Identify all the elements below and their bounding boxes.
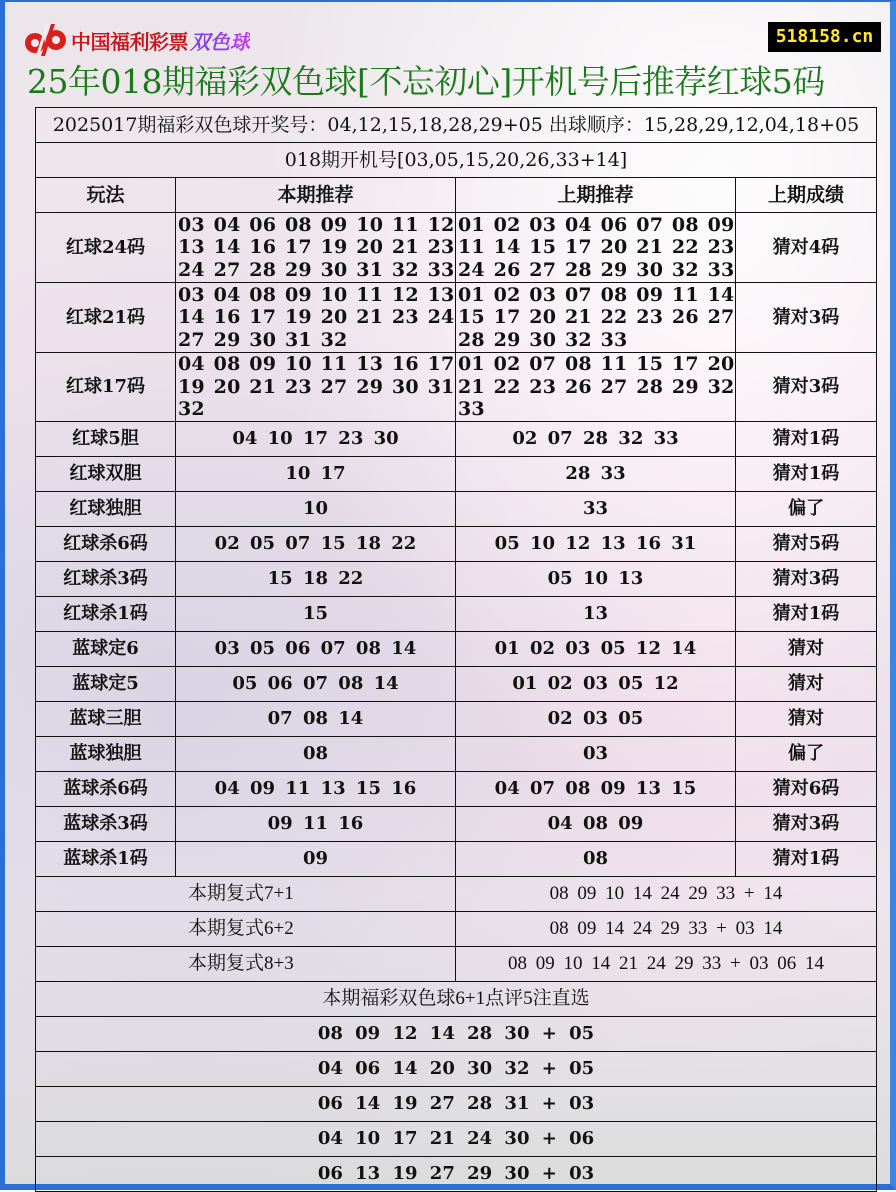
play-type: 红球杀6码 (36, 526, 176, 561)
compound-label: 本期复式6+2 (36, 911, 456, 946)
header-current: 本期推荐 (176, 178, 456, 213)
play-type: 红球17码 (36, 353, 176, 422)
previous-numbers: 01 02 03 04 06 07 08 09 11 14 15 17 20 21 22 23 24 26 27 28 29 30 32 33 (456, 213, 736, 283)
result: 猜对3码 (736, 561, 877, 596)
pick-row (36, 1086, 877, 1121)
play-type: 蓝球定6 (36, 631, 176, 666)
result: 偏了 (736, 491, 877, 526)
machine-numbers-row (36, 143, 877, 178)
play-type: 红球21码 (36, 283, 176, 353)
result: 猜对1码 (736, 456, 877, 491)
current-numbers: 09 (176, 841, 456, 876)
result: 猜对 (736, 701, 877, 736)
previous-numbers: 05 10 13 (456, 561, 736, 596)
current-numbers: 09 11 16 (176, 806, 456, 841)
page-title: 25年018期福彩双色球[不忘初心]开机号后推荐红球5码 (27, 62, 825, 101)
previous-numbers: 05 10 12 13 16 31 (456, 526, 736, 561)
previous-numbers: 02 03 05 (456, 701, 736, 736)
play-type: 蓝球杀3码 (36, 806, 176, 841)
result: 猜对 (736, 666, 877, 701)
previous-numbers: 01 02 03 07 08 09 11 14 15 17 20 21 22 23 26 27 28 29 30 32 33 (456, 283, 736, 353)
compound-numbers: 08 09 10 14 24 29 33 + 14 (456, 876, 877, 911)
current-numbers: 02 05 07 15 18 22 (176, 526, 456, 561)
compound-numbers: 08 09 14 24 29 33 + 03 14 (456, 911, 877, 946)
table-row (36, 283, 877, 353)
table-row (36, 771, 877, 806)
compound-label: 本期复式8+3 (36, 946, 456, 981)
current-numbers: 03 05 06 07 08 14 (176, 631, 456, 666)
header-play: 玩法 (36, 178, 176, 213)
play-type: 蓝球杀1码 (36, 841, 176, 876)
current-numbers: 10 17 (176, 456, 456, 491)
lottery-logo (23, 24, 250, 56)
pick-row (36, 1016, 877, 1051)
picks-title-row (36, 981, 877, 1016)
site-badge[interactable]: 518158.cn (768, 22, 881, 52)
previous-numbers: 01 02 07 08 11 15 17 20 21 22 23 26 27 28 29 32 33 (456, 353, 736, 422)
result: 猜对6码 (736, 771, 877, 806)
pick-row (36, 1121, 877, 1156)
pick-numbers: 08 09 12 14 28 30 + 05 (36, 1016, 877, 1051)
compound-row (36, 946, 877, 981)
play-type: 蓝球独胆 (36, 736, 176, 771)
previous-numbers: 01 02 03 05 12 (456, 666, 736, 701)
current-numbers: 05 06 07 08 14 (176, 666, 456, 701)
play-type: 蓝球三胆 (36, 701, 176, 736)
table-row (36, 631, 877, 666)
last-draw-row (36, 108, 877, 143)
compound-row (36, 911, 877, 946)
table-row (36, 456, 877, 491)
result: 猜对3码 (736, 353, 877, 422)
current-numbers: 04 10 17 23 30 (176, 421, 456, 456)
result: 猜对1码 (736, 841, 877, 876)
play-type: 红球独胆 (36, 491, 176, 526)
result: 猜对5码 (736, 526, 877, 561)
table-row (36, 526, 877, 561)
table-row (36, 666, 877, 701)
picks-title: 本期福彩双色球6+1点评5注直选 (36, 981, 877, 1016)
previous-numbers: 02 07 28 32 33 (456, 421, 736, 456)
result: 猜对1码 (736, 596, 877, 631)
table-row (36, 596, 877, 631)
current-numbers: 07 08 14 (176, 701, 456, 736)
current-numbers: 03 04 08 09 10 11 12 13 14 16 17 19 20 21 23 24 27 29 30 31 32 (176, 283, 456, 353)
pick-row (36, 1156, 877, 1191)
play-type: 红球杀1码 (36, 596, 176, 631)
compound-numbers: 08 09 10 14 21 24 29 33 + 03 06 14 (456, 946, 877, 981)
pick-numbers: 04 10 17 21 24 30 + 06 (36, 1121, 877, 1156)
compound-label: 本期复式7+1 (36, 876, 456, 911)
result: 偏了 (736, 736, 877, 771)
table-row (36, 841, 877, 876)
previous-numbers: 08 (456, 841, 736, 876)
table-row (36, 806, 877, 841)
prediction-table (35, 107, 877, 1192)
compound-row (36, 876, 877, 911)
current-numbers: 03 04 06 08 09 10 11 12 13 14 16 17 19 20 21 23 24 27 28 29 30 31 32 33 (176, 213, 456, 283)
current-numbers: 15 18 22 (176, 561, 456, 596)
table-row (36, 701, 877, 736)
play-type: 红球杀3码 (36, 561, 176, 596)
previous-numbers: 03 (456, 736, 736, 771)
last-draw-info: 2025017期福彩双色球开奖号：04,12,15,18,28,29+05 出球顺序：15,28,29,12,04,18+05 (36, 108, 877, 143)
result: 猜对3码 (736, 806, 877, 841)
play-type: 蓝球杀6码 (36, 771, 176, 806)
table-row (36, 491, 877, 526)
pick-numbers: 06 14 19 27 28 31 + 03 (36, 1086, 877, 1121)
pick-numbers: 06 13 19 27 29 30 + 03 (36, 1156, 877, 1191)
table-row (36, 421, 877, 456)
play-type: 红球24码 (36, 213, 176, 283)
logo-text: 中国福利彩票 (71, 29, 188, 54)
pick-row (36, 1051, 877, 1086)
table-row (36, 353, 877, 422)
previous-numbers: 33 (456, 491, 736, 526)
logo-subtext: 双色球 (190, 26, 250, 55)
play-type: 红球双胆 (36, 456, 176, 491)
current-numbers: 15 (176, 596, 456, 631)
play-type: 红球5胆 (36, 421, 176, 456)
play-type: 蓝球定5 (36, 666, 176, 701)
result: 猜对1码 (736, 421, 877, 456)
current-numbers: 08 (176, 736, 456, 771)
table-header-row (36, 178, 877, 213)
machine-numbers: 018期开机号[03,05,15,20,26,33+14] (36, 143, 877, 178)
current-numbers: 04 09 11 13 15 16 (176, 771, 456, 806)
previous-numbers: 01 02 03 05 12 14 (456, 631, 736, 666)
table-row (36, 736, 877, 771)
current-numbers: 04 08 09 10 11 13 16 17 19 20 21 23 27 29 30 31 32 (176, 353, 456, 422)
current-numbers: 10 (176, 491, 456, 526)
pick-numbers: 04 06 14 20 30 32 + 05 (36, 1051, 877, 1086)
welfare-lottery-logo-icon (23, 22, 69, 58)
table-row (36, 213, 877, 283)
result: 猜对 (736, 631, 877, 666)
previous-numbers: 28 33 (456, 456, 736, 491)
result: 猜对3码 (736, 283, 877, 353)
previous-numbers: 13 (456, 596, 736, 631)
header-result: 上期成绩 (736, 178, 877, 213)
previous-numbers: 04 07 08 09 13 15 (456, 771, 736, 806)
previous-numbers: 04 08 09 (456, 806, 736, 841)
result: 猜对4码 (736, 213, 877, 283)
table-row (36, 561, 877, 596)
header-previous: 上期推荐 (456, 178, 736, 213)
